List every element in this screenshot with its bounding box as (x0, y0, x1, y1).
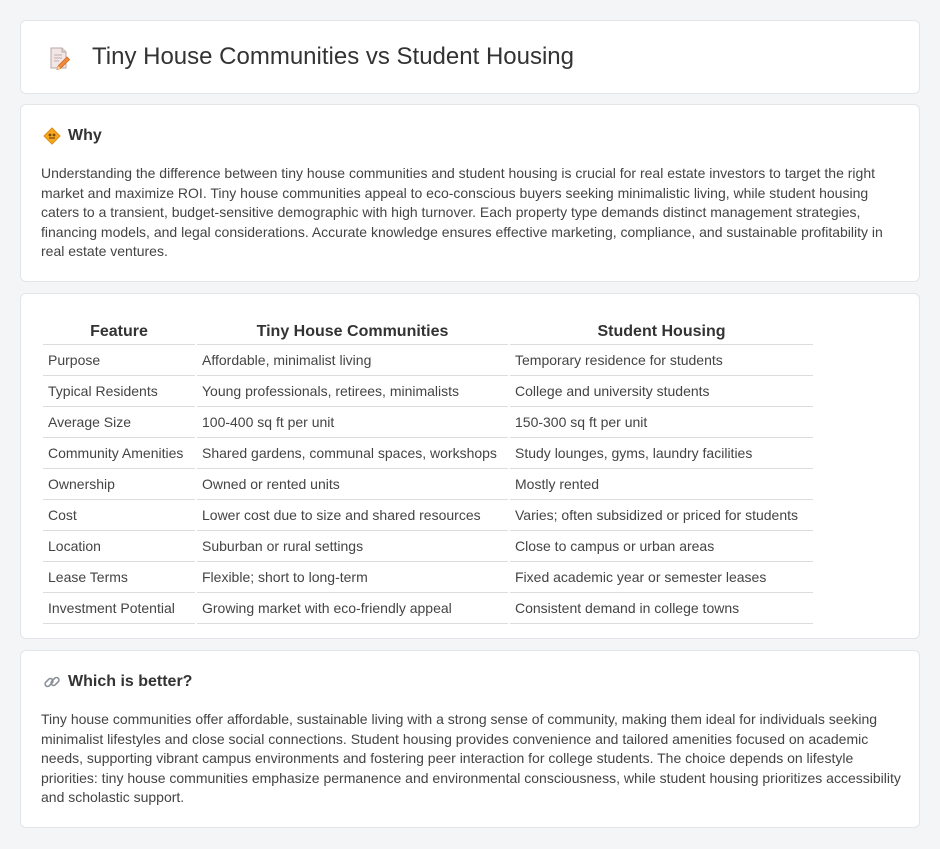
title-card (20, 20, 920, 94)
table-row (43, 531, 813, 562)
table-row (43, 500, 813, 531)
tiny-house-cell: Growing market with eco-friendly appeal (197, 593, 508, 624)
table-row (43, 407, 813, 438)
student-housing-cell: College and university students (510, 376, 813, 407)
why-text: Understanding the difference between tiny house communities and student housing is crucial for real estate investors to target the right market and maximize ROI. Tiny house communities appeal to eco-conscious buyers seeking minimalistic living, while student housing caters to a transient, budget-sensitive demographic with high turnover. Each property type demands distinct management strategies, financing models, and legal considerations. Accurate knowledge ensures effective marketing, compliance, and sustainable profitability in real estate ventures. (41, 165, 883, 260)
feature-cell: Ownership (43, 469, 195, 500)
tiny-house-cell: Young professionals, retirees, minimalists (197, 376, 508, 407)
feature-cell: Investment Potential (43, 593, 195, 624)
student-housing-cell: Study lounges, gyms, laundry facilities (510, 438, 813, 469)
feature-cell: Location (43, 531, 195, 562)
page-title: Tiny House Communities vs Student Housing (92, 43, 574, 70)
tiny-house-cell: Affordable, minimalist living (197, 345, 508, 376)
student-housing-cell: Temporary residence for students (510, 345, 813, 376)
feature-cell: Average Size (43, 407, 195, 438)
which-is-better-section (20, 650, 920, 828)
column-header-feature: Feature (43, 314, 195, 345)
student-housing-cell: Fixed academic year or semester leases (510, 562, 813, 593)
feature-cell: Typical Residents (43, 376, 195, 407)
tiny-house-cell: 100-400 sq ft per unit (197, 407, 508, 438)
student-housing-cell: 150-300 sq ft per unit (510, 407, 813, 438)
feature-cell: Lease Terms (43, 562, 195, 593)
table-row (43, 562, 813, 593)
feature-cell: Purpose (43, 345, 195, 376)
student-housing-cell: Close to campus or urban areas (510, 531, 813, 562)
feature-cell: Community Amenities (43, 438, 195, 469)
document-pencil-icon (47, 46, 71, 70)
tiny-house-cell: Lower cost due to size and shared resources (197, 500, 508, 531)
comparison-table (41, 314, 815, 624)
feature-cell: Cost (43, 500, 195, 531)
student-housing-cell: Consistent demand in college towns (510, 593, 813, 624)
tiny-house-cell: Flexible; short to long-term (197, 562, 508, 593)
which-is-better-title: Which is better? (68, 673, 193, 690)
diamond-icon (43, 127, 61, 145)
tiny-house-cell: Owned or rented units (197, 469, 508, 500)
student-housing-cell: Varies; often subsidized or priced for students (510, 500, 813, 531)
tiny-house-cell: Suburban or rural settings (197, 531, 508, 562)
column-header-student-housing: Student Housing (510, 314, 813, 345)
comparison-section (20, 293, 920, 639)
why-section (20, 104, 920, 282)
table-row (43, 469, 813, 500)
table-header-row (43, 314, 813, 345)
link-icon (43, 673, 61, 691)
why-title: Why (68, 127, 102, 144)
table-row (43, 438, 813, 469)
table-row (43, 345, 813, 376)
table-row (43, 376, 813, 407)
column-header-tiny-house: Tiny House Communities (197, 314, 508, 345)
which-is-better-heading (43, 673, 192, 691)
which-is-better-text: Tiny house communities offer affordable, sustainable living with a strong sense of community, making them ideal for individuals seeking minimalist lifestyles and close social connections. Student housing provides convenience and tailored amenities focused on academic needs, supporting vibrant campus environments and fostering peer interaction for college students. The choice depends on lifestyle priorities: tiny house communities emphasize permanence and environmental consciousness, while student housing prioritizes accessibility and scholastic support. (41, 711, 901, 806)
student-housing-cell: Mostly rented (510, 469, 813, 500)
tiny-house-cell: Shared gardens, communal spaces, workshops (197, 438, 508, 469)
why-heading (43, 127, 102, 145)
table-row (43, 593, 813, 624)
